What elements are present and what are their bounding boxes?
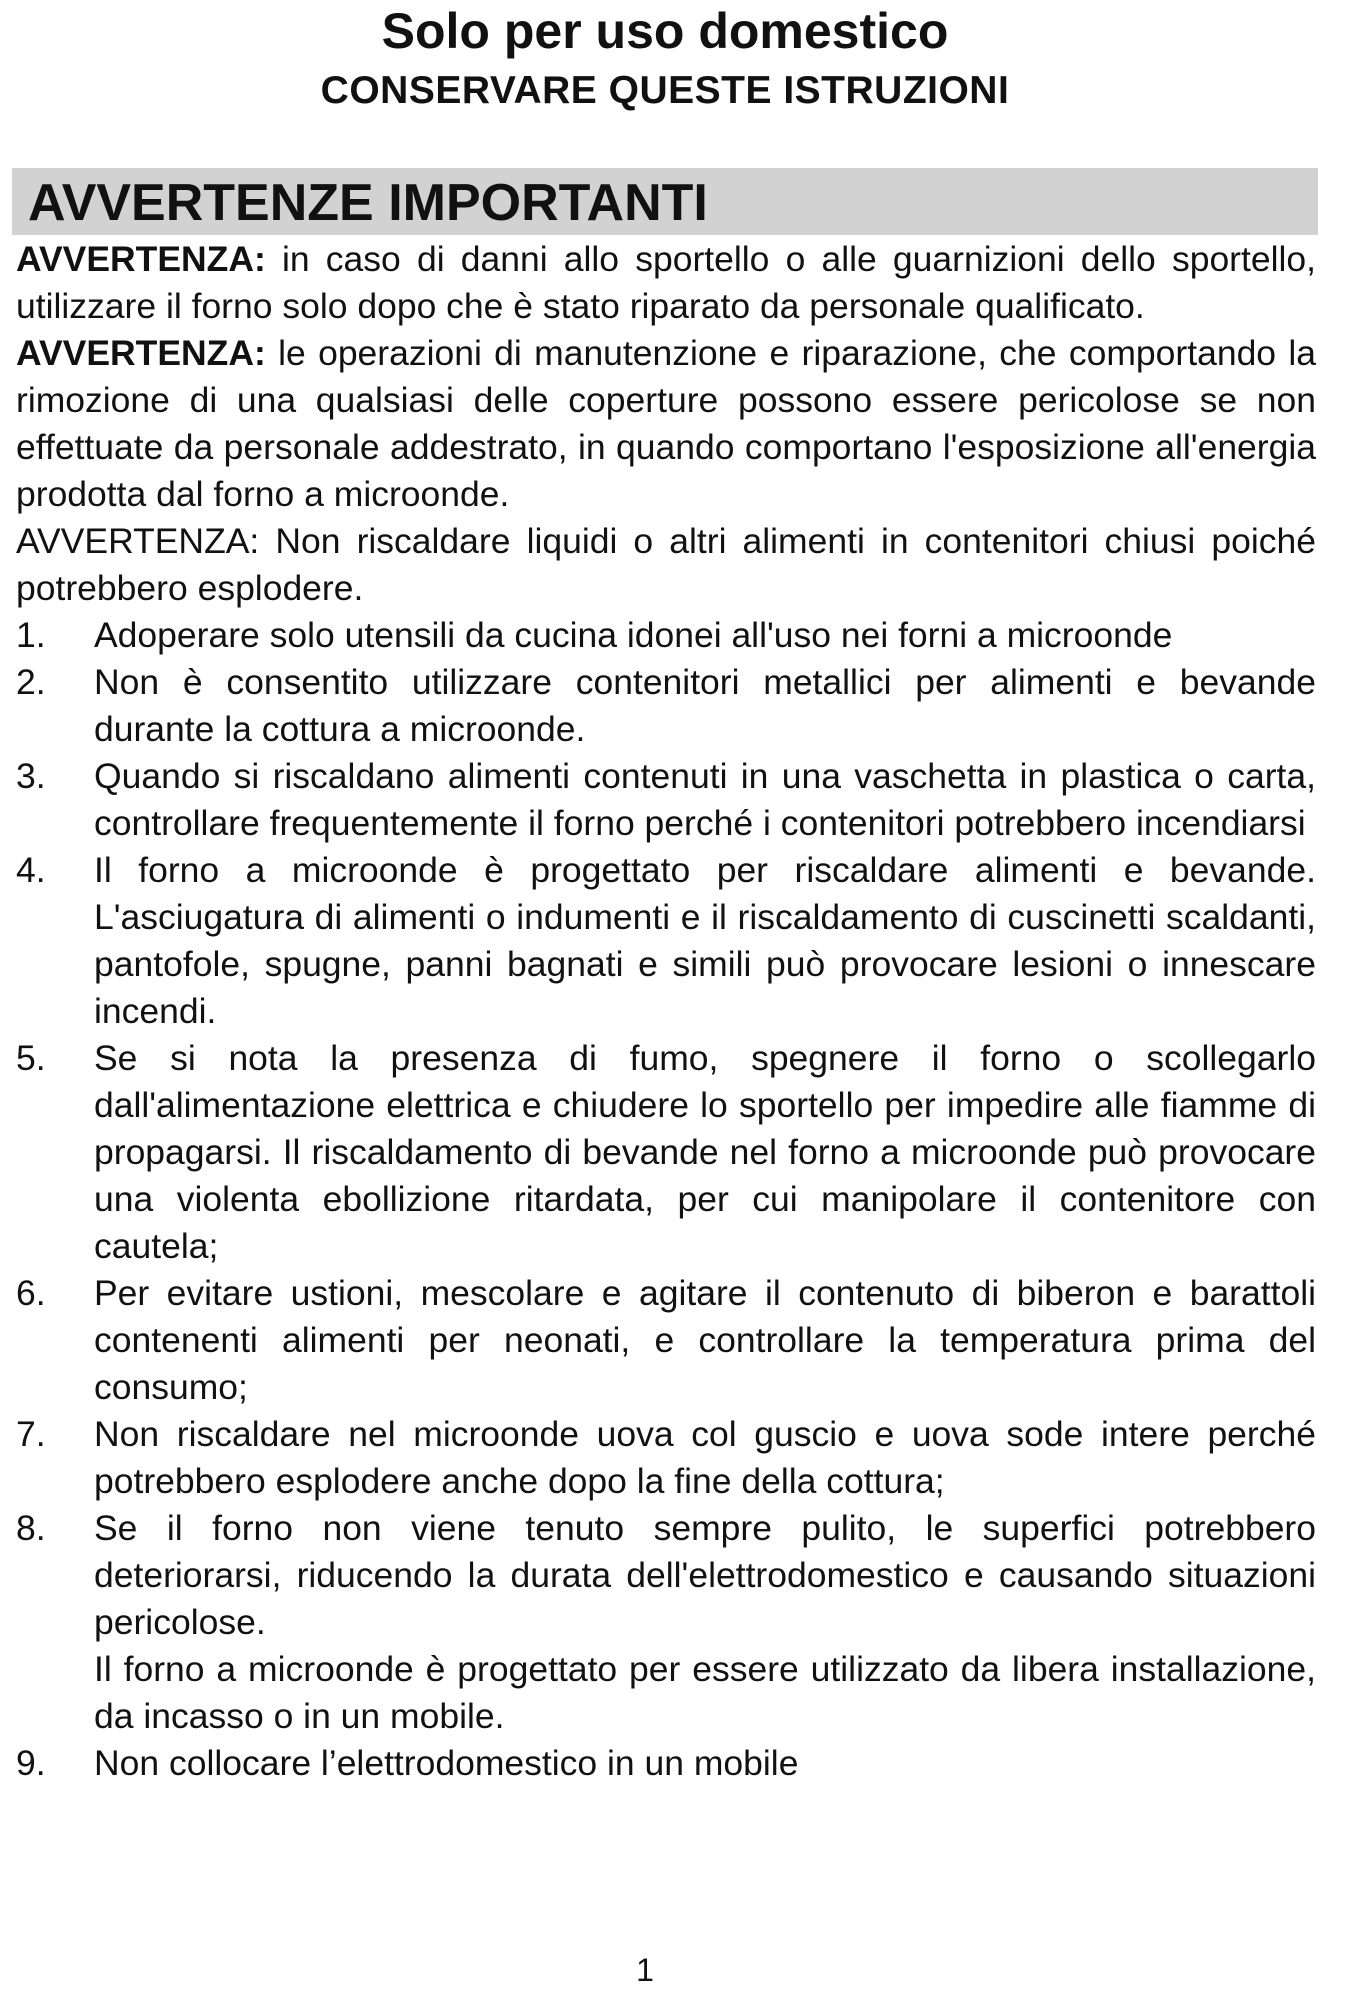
list-item-text: Adoperare solo utensili da cucina idonei all'uso nei forni a microonde	[94, 615, 1173, 655]
list-item	[16, 753, 1316, 847]
warning-label: AVVERTENZA:	[16, 239, 266, 279]
list-item-number: 8.	[16, 1508, 46, 1548]
list-item	[16, 1740, 1316, 1787]
list-item-text: Se il forno non viene tenuto sempre pulito, le superfici potrebbero deteriorarsi, riducendo la durata dell'elettrodomestico e causando situazioni pericolose.	[94, 1508, 1316, 1642]
list-item-text: Non riscaldare nel microonde uova col guscio e uova sode intere perché potrebbero esplodere anche dopo la fine della cottura;	[94, 1414, 1316, 1501]
list-item	[16, 612, 1316, 659]
list-item-extra-text: Il forno a microonde è progettato per essere utilizzato da libera installazione, da incasso o in un mobile.	[94, 1649, 1316, 1736]
list-item-number: 7.	[16, 1414, 46, 1454]
list-item-number: 5.	[16, 1038, 46, 1078]
warning-text: in caso di danni allo sportello o alle guarnizioni dello sportello, utilizzare il forno solo dopo che è stato riparato da personale qualificato.	[16, 239, 1316, 326]
list-item	[16, 1035, 1316, 1270]
section-header	[12, 168, 1318, 235]
warning-paragraph	[16, 518, 1316, 612]
list-item	[16, 1270, 1316, 1411]
list-item-number: 1.	[16, 615, 46, 655]
list-item	[16, 1505, 1316, 1740]
list-item-number: 6.	[16, 1273, 46, 1313]
list-item-text: Non collocare l’elettrodomestico in un mobile	[94, 1743, 799, 1783]
section-header-label: AVVERTENZE IMPORTANTI	[28, 174, 708, 232]
list-item	[16, 659, 1316, 753]
list-item-number: 2.	[16, 662, 46, 702]
instruction-list	[16, 612, 1316, 1787]
warning-paragraph	[16, 236, 1316, 330]
page-title: Solo per uso domestico	[381, 3, 949, 59]
warning-label: AVVERTENZA:	[16, 333, 266, 373]
list-item	[16, 847, 1316, 1035]
list-item-text: Non è consentito utilizzare contenitori metallici per alimenti e bevande durante la cottura a microonde.	[94, 662, 1316, 749]
page-subtitle: CONSERVARE QUESTE ISTRUZIONI	[320, 69, 1010, 112]
list-item-number: 9.	[16, 1743, 46, 1783]
list-item-number: 3.	[16, 756, 46, 796]
warning-text: le operazioni di manutenzione e riparazione, che comportando la rimozione di una qualsiasi delle coperture possono essere pericolose se non effettuate da personale addestrato, in quando comportano l'esposizione all'energia prodotta dal forno a microonde.	[16, 333, 1316, 514]
warning-text: AVVERTENZA: Non riscaldare liquidi o altri alimenti in contenitori chiusi poiché potrebbero esplodere.	[16, 521, 1316, 608]
page-number: 1	[636, 1952, 654, 1988]
document-body	[16, 236, 1316, 1787]
list-item-text: Il forno a microonde è progettato per riscaldare alimenti e bevande. L'asciugatura di alimenti o indumenti e il riscaldamento di cuscinetti scaldanti, pantofole, spugne, panni bagnati e simili può provocare lesioni o innescare incendi.	[94, 850, 1316, 1031]
warning-paragraph	[16, 330, 1316, 518]
list-item-number: 4.	[16, 850, 46, 890]
list-item-text: Se si nota la presenza di fumo, spegnere il forno o scollegarlo dall'alimentazione elettrica e chiudere lo sportello per impedire alle fiamme di propagarsi. Il riscaldamento di bevande nel forno a microonde può provocare una violenta ebollizione ritardata, per cui manipolare il contenitore con cautela;	[94, 1038, 1316, 1266]
list-item	[16, 1411, 1316, 1505]
list-item-text: Quando si riscaldano alimenti contenuti in una vaschetta in plastica o carta, controllare frequentemente il forno perché i contenitori potrebbero incendiarsi	[94, 756, 1316, 843]
list-item-text: Per evitare ustioni, mescolare e agitare il contenuto di biberon e barattoli contenenti alimenti per neonati, e controllare la temperatura prima del consumo;	[94, 1273, 1316, 1407]
